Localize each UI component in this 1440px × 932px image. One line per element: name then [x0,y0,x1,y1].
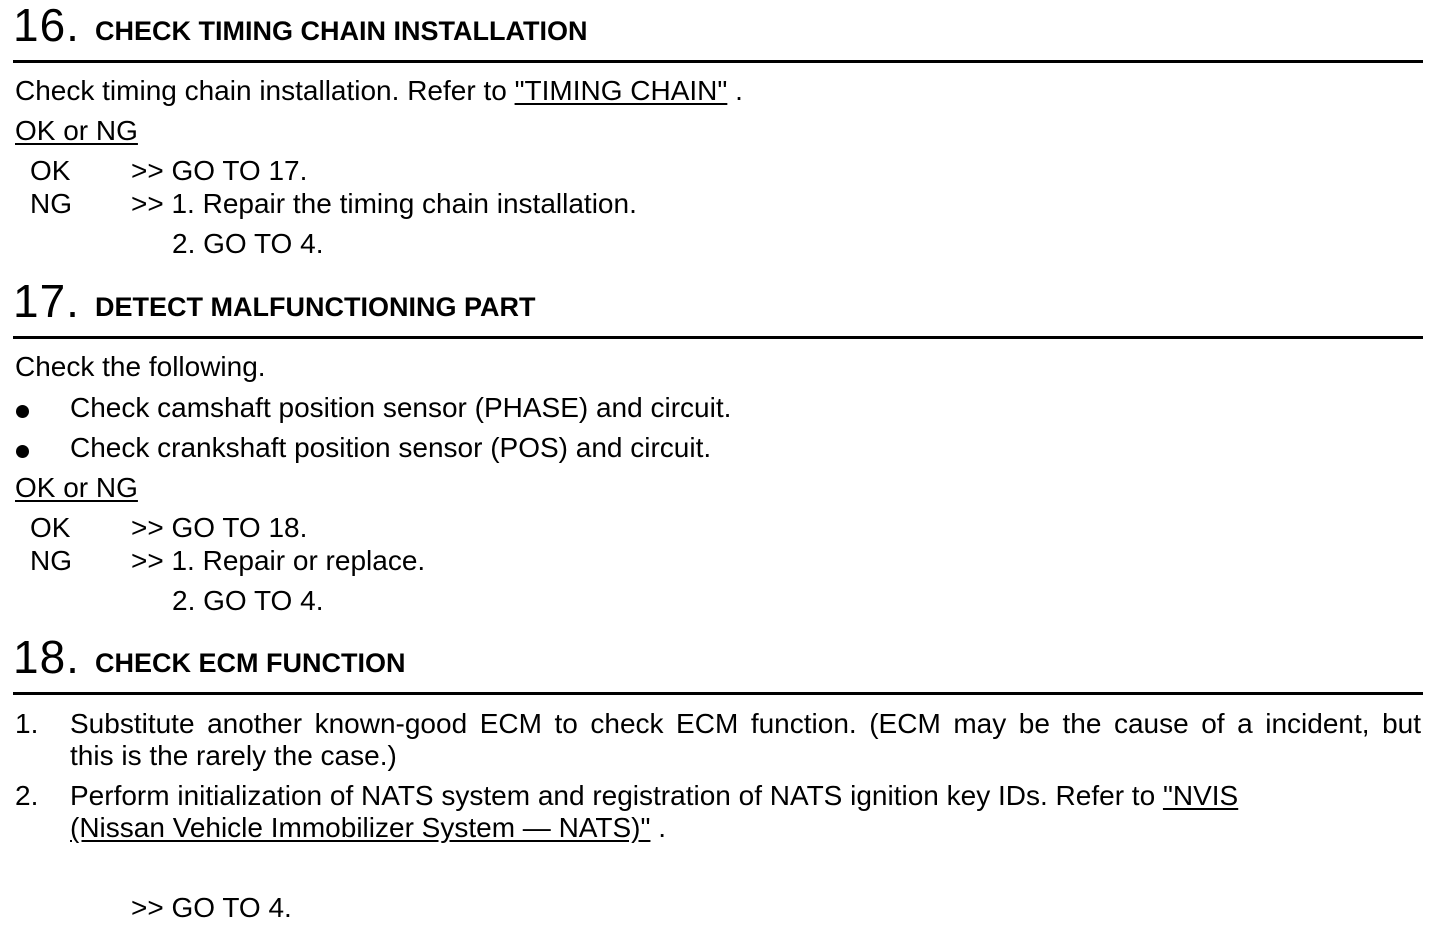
step-18-number: 18. [13,631,80,683]
bullet-dot [16,445,29,458]
step-17-header [13,276,1423,339]
step-17-instruction: Check the following. [15,351,266,382]
step-17-ok-label: OK [30,512,71,543]
bullet-dot [16,405,29,418]
step-16-ok-action: >> GO TO 17. [131,155,308,186]
step-17-number: 17. [13,275,80,327]
step-17-ok-action: >> GO TO 18. [131,512,308,543]
step-16-ok-or-ng: OK or NG [15,115,138,146]
step-18-item-1-line-2: this is the rarely the case.) [70,740,397,771]
item-2-text: Perform initialization of NATS system and registration of NATS ignition key IDs. Refer to [70,780,1163,811]
step-16-ng-label: NG [30,188,72,219]
step-17-bullet-2: Check crankshaft position sensor (POS) and circuit. [70,432,712,463]
step-17-ng-action-1: >> 1. Repair or replace. [131,545,426,576]
step-17-ng-label: NG [30,545,72,576]
step-18-item-1-line-1: Substitute another known-good ECM to check ECM function. (ECM may be the cause of a incident, but [70,708,1421,739]
step-18-item-2-line-2 [70,812,666,844]
step-16-ok-label: OK [30,155,71,186]
step-16-number: 16. [13,0,80,51]
step-16-instruction [15,75,743,107]
step-16-title: CHECK TIMING CHAIN INSTALLATION [95,16,588,46]
instruction-text: Check timing chain installation. Refer to [15,75,515,106]
instruction-suffix: . [727,75,743,106]
item-2-suffix: . [650,812,667,843]
step-18-item-1-number: 1. [15,708,39,739]
step-18-item-2-line-1 [70,780,1238,812]
nvis-link-end[interactable]: (Nissan Vehicle Immobilizer System — NATS)" [70,812,651,843]
step-16-ng-action-2: 2. GO TO 4. [172,228,324,259]
step-17-ng-action-2: 2. GO TO 4. [172,585,324,616]
step-16-ng-action-1: >> 1. Repair the timing chain installation. [131,188,637,219]
step-18-item-2-number: 2. [15,780,39,811]
nvis-link-start[interactable]: "NVIS [1162,780,1239,811]
timing-chain-link[interactable]: "TIMING CHAIN" [514,75,728,106]
step-17-title: DETECT MALFUNCTIONING PART [95,292,536,322]
step-18-final-action: >> GO TO 4. [131,892,292,923]
step-18-title: CHECK ECM FUNCTION [95,648,406,678]
step-17-ok-or-ng: OK or NG [15,472,138,503]
step-16-header [13,0,1423,63]
step-18-header [13,632,1423,695]
step-17-bullet-1: Check camshaft position sensor (PHASE) and circuit. [70,392,732,423]
